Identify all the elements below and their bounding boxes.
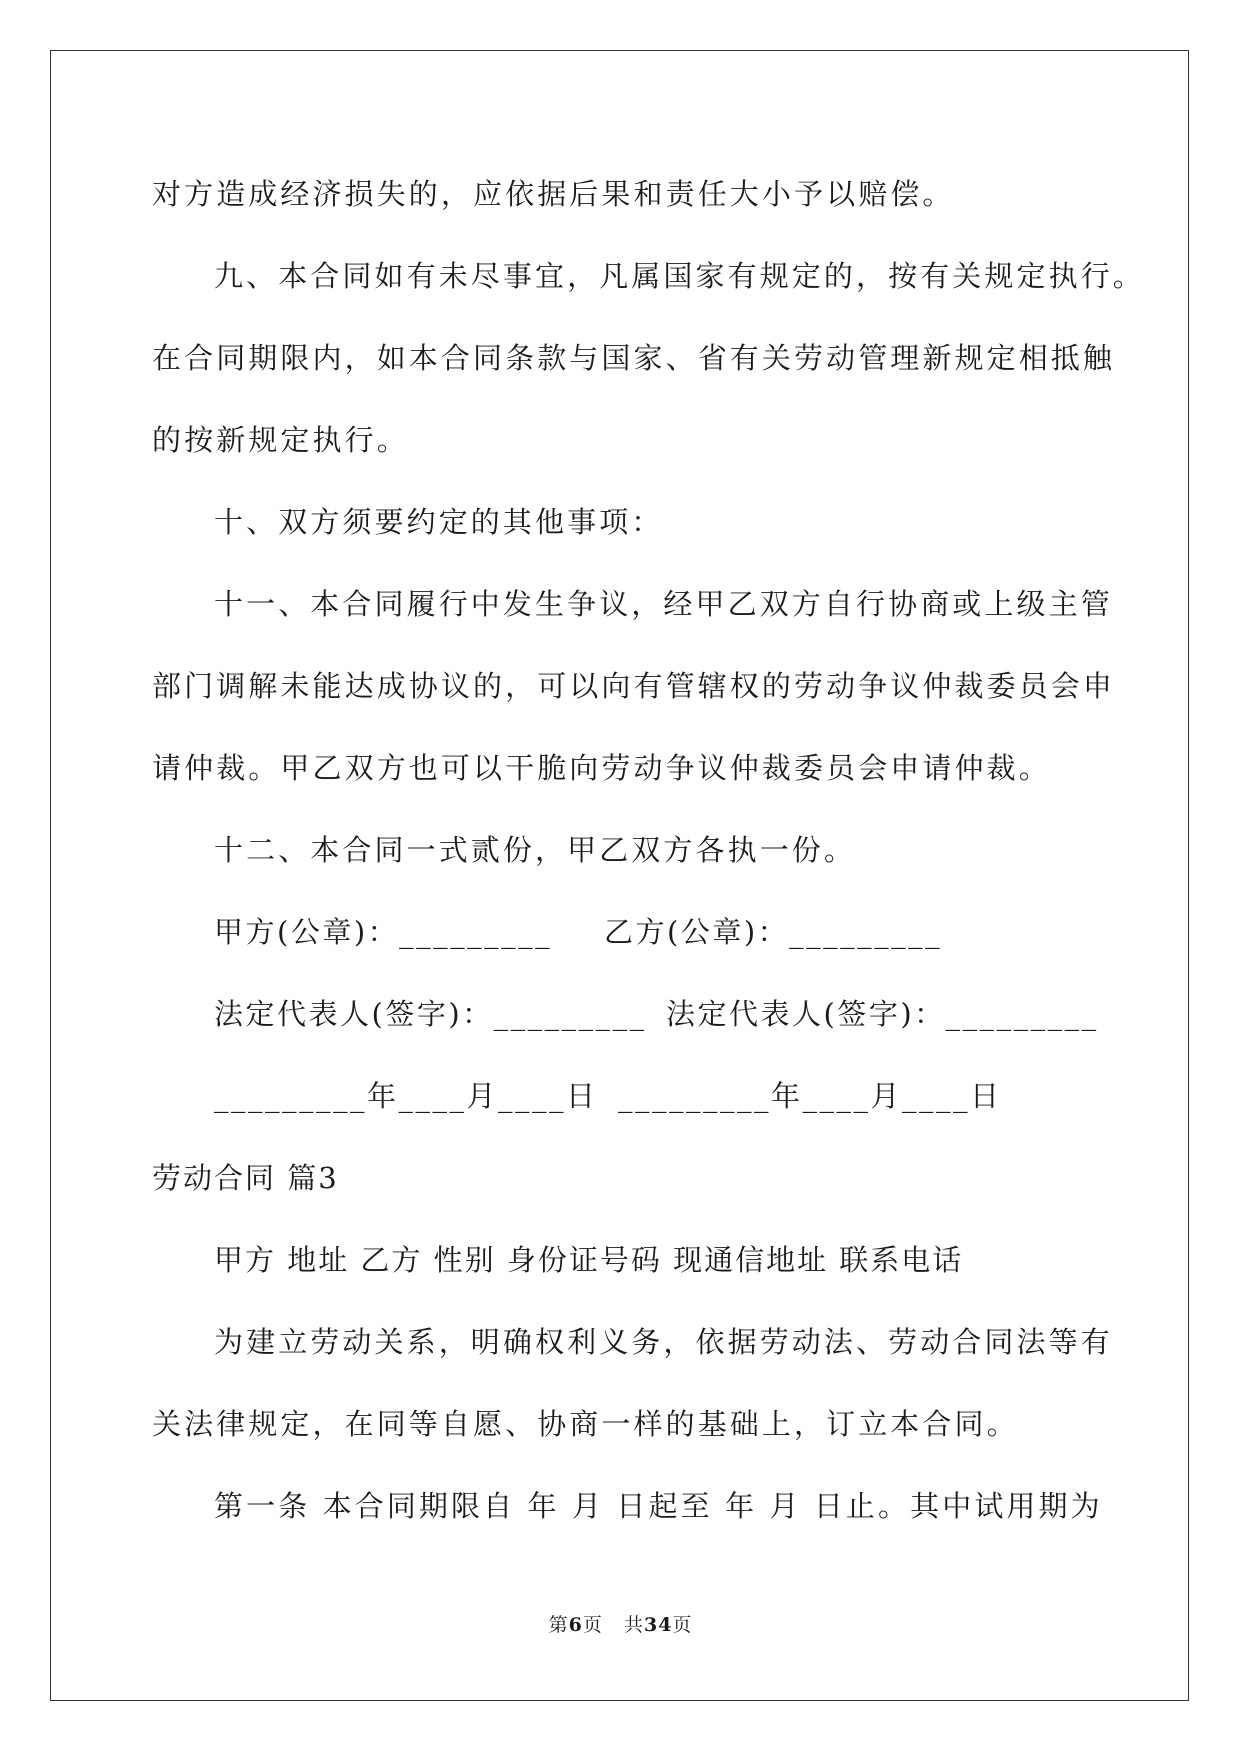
footer-prefix: 第 xyxy=(548,1614,569,1636)
footer-page-word: 页 xyxy=(582,1614,603,1636)
paragraph-line: 在合同期限内，如本合同条款与国家、省有关劳动管理新规定相抵触 xyxy=(152,341,1116,375)
footer-total-prefix: 共 xyxy=(623,1614,644,1636)
party-fields-line: 甲方 地址 乙方 性别 身份证号码 现通信地址 联系电话 xyxy=(214,1243,964,1277)
paragraph-line: 对方造成经济损失的，应依据后果和责任大小予以赔偿。 xyxy=(152,177,955,211)
paragraph-line: 关法律规定，在同等自愿、协商一样的基础上，订立本合同。 xyxy=(152,1407,1019,1441)
paragraph-line: 部门调解未能达成协议的，可以向有管辖权的劳动争议仲裁委员会申 xyxy=(152,669,1116,703)
paragraph-line: 请仲裁。甲乙双方也可以干脆向劳动争议仲裁委员会申请仲裁。 xyxy=(152,751,1051,785)
party-a-date-field: _________年____月____日 xyxy=(214,1079,598,1113)
article-one: 第一条 本合同期限自 年 月 日起至 年 月 日止。其中试用期为 xyxy=(214,1489,1103,1523)
footer-total-suffix: 页 xyxy=(672,1614,693,1636)
party-a-representative-field: 法定代表人(签字)：_________ xyxy=(214,997,647,1031)
party-b-representative-field: 法定代表人(签字)：_________ xyxy=(666,997,1099,1031)
party-b-seal-field: 乙方(公章)：_________ xyxy=(604,915,943,949)
total-page-count: 34 xyxy=(643,1614,673,1636)
party-b-date-field: _________年____月____日 xyxy=(618,1079,1002,1113)
clause-ten: 十、双方须要约定的其他事项： xyxy=(214,505,664,539)
paragraph-line: 为建立劳动关系，明确权利义务，依据劳动法、劳动合同法等有 xyxy=(214,1325,1113,1359)
section-title: 劳动合同 篇3 xyxy=(152,1161,339,1195)
clause-twelve: 十二、本合同一式贰份，甲乙双方各执一份。 xyxy=(214,833,857,867)
clause-eleven: 十一、本合同履行中发生争议，经甲乙双方自行协商或上级主管 xyxy=(214,587,1113,621)
clause-nine: 九、本合同如有未尽事宜，凡属国家有规定的，按有关规定执行。 xyxy=(214,259,1145,293)
party-a-seal-field: 甲方(公章)：_________ xyxy=(214,915,553,949)
paragraph-line: 的按新规定执行。 xyxy=(152,423,409,457)
current-page-number: 6 xyxy=(568,1614,583,1636)
page-border xyxy=(50,50,1189,1701)
page-footer xyxy=(0,1610,1241,1637)
